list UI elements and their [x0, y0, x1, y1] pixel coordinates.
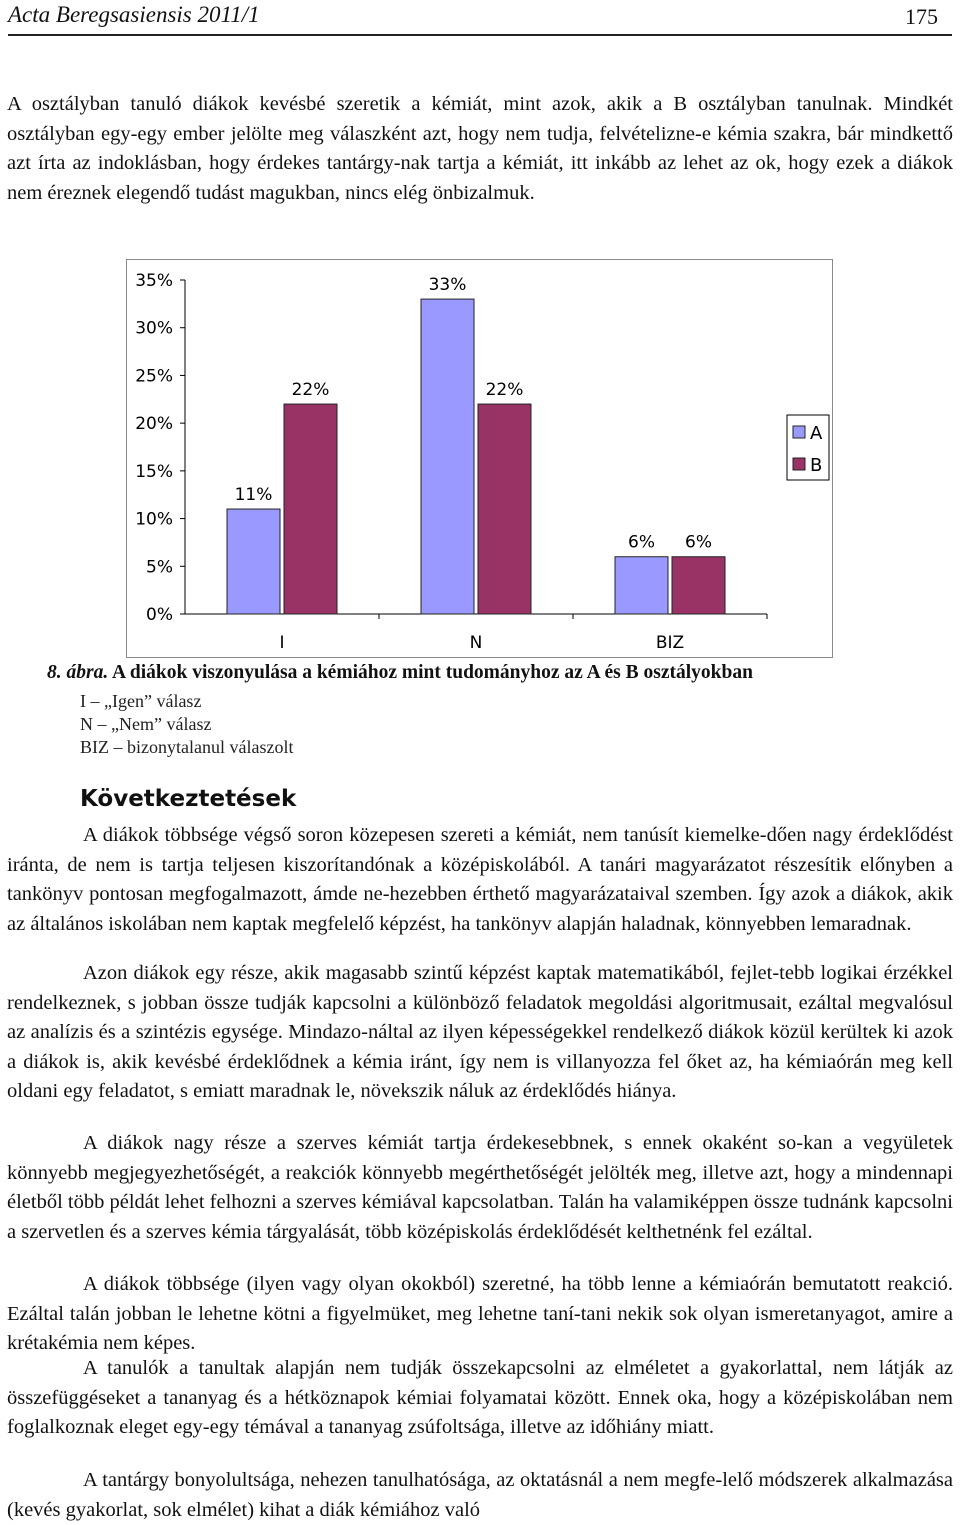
body-paragraph: Azon diákok egy része, akik magasabb szintű képzést kaptak matematikából, fejlet-tebb logikai érzékkel rendelkeznek, s jobban össze tudják kapcsolni a különböző feladatok megoldási algoritmusait, ezáltal megvalósul az analízis és a szintézis egysége. Mindazo-náltal az ilyen képességekkel rendelkező diákok közül kerültek ki azok a diákok is, akik kevésbé érdeklődnek a kémia iránt, így nem is villanyozza fel őket az, ha kémiaórán meg kell oldani egy feladatot, s emiatt maradnak le, növekszik náluk az érdeklődés hiánya.: [7, 962, 953, 1102]
section-heading: Következtetések: [80, 786, 297, 812]
figure-number: 8. ábra.: [47, 662, 109, 683]
legend-swatch-a: [793, 426, 805, 438]
bar-a-i: [227, 509, 280, 614]
y-tick-label: 25%: [135, 366, 173, 387]
data-label: 33%: [428, 275, 467, 296]
bar-a-n: [421, 299, 474, 614]
body-paragraph: A tantárgy bonyolultsága, nehezen tanulhatósága, az oktatásnál a nem megfe-lelő módszerek alkalmazása (kevés gyakorlat, sok elmélet) kihat a diák kémiához való: [7, 1469, 953, 1521]
data-label: 11%: [234, 485, 273, 506]
bar-b-i: [284, 404, 337, 614]
x-tick-label: BIZ: [655, 633, 685, 653]
bar-chart: [126, 259, 833, 658]
bar-b-biz: [672, 557, 725, 614]
data-label: 6%: [685, 532, 712, 553]
bar-b-n: [478, 404, 531, 614]
bar-a-biz: [615, 557, 668, 614]
y-tick-label: 35%: [135, 271, 173, 291]
bar-chart-svg: [127, 260, 832, 657]
body-paragraph: A diákok többsége végső soron közepesen szereti a kémiát, nem tanúsít kiemelke-dően nagy érdeklődést iránta, de nem is tartja teljesen kiszorítandónak a középiskolából. A tanári magyarázatot részesítik előnyben a tankönyv pontosan megfogalmazott, ámde ne-hezebben érthető magyarázataival szemben. Így azok a diákok, akik az általános iskolában nem kaptak megfelelő képzést, ha tankönyv alapján haladnak, könnyebben lemaradnak.: [7, 824, 953, 935]
y-tick-label: 5%: [146, 557, 173, 578]
body-paragraph: A diákok többsége (ilyen vagy olyan okokból) szeretné, ha több lenne a kémiaórán bemutatott reakció. Ezáltal talán jobban le lehetne kötni a figyelmüket, meg lehetne taní-tani nekik sok olyan ismeretanyagot, amire a krétakémia nem képes.: [7, 1273, 953, 1354]
journal-title: Acta Beregsasiensis 2011/1: [8, 2, 260, 27]
y-tick-label: 30%: [135, 318, 173, 339]
data-label: 6%: [628, 532, 655, 553]
data-label: 22%: [485, 380, 524, 401]
y-tick-label: 0%: [146, 605, 173, 625]
figure-caption: [47, 662, 753, 684]
page-number: 175: [905, 4, 938, 29]
legend-swatch-b: [793, 458, 805, 470]
intro-paragraph: A osztályban tanuló diákok kevésbé szeretik a kémiát, mint azok, akik a B osztályban tanulnak. Mindkét osztályban egy-egy ember jelölte meg válaszként azt, hogy nem tudja, felvételizne-e kémia szakra, bár mindkettő azt írta az indoklásban, hogy érdekes tantárgy-nak tartja a kémiát, itt inkább az lehet az ok, hogy ezek a diákok nem éreznek elegendő tudást magukban, nincs elég önbizalmuk.: [7, 93, 953, 204]
legend-note-i: I – „Igen” válasz: [80, 691, 202, 711]
running-head: [8, 0, 952, 34]
x-tick-label: I: [279, 633, 285, 653]
y-tick-label: 15%: [135, 461, 173, 482]
legend-note-biz: BIZ – bizonytalanul válaszolt: [80, 737, 294, 757]
legend-label-b: B: [810, 455, 823, 476]
legend-label-a: A: [810, 423, 823, 444]
legend-note-n: N – „Nem” válasz: [80, 714, 212, 734]
body-paragraph: A diákok nagy része a szerves kémiát tartja érdekesebbnek, s ennek okaként so-kan a vegyületek könnyebb megjegyezhetőségét, a reakciók könnyebb megérthetőségét jelölték meg, illetve azt, hogy a mindennapi életből több példát lehet felhozni a szerves kémiával kapcsolatban. Talán ha valamiképpen össze tudnánk kapcsolni a szervetlen és a szerves kémia tárgyalását, több középiskolás érdeklődését kelthetnénk fel ezáltal.: [7, 1132, 953, 1243]
figure-caption-text: A diákok viszonyulása a kémiához mint tudományhoz az A és B osztályokban: [108, 662, 753, 683]
y-tick-label: 10%: [135, 509, 173, 530]
x-tick-label: N: [469, 633, 483, 653]
body-paragraph: A tanulók a tanultak alapján nem tudják összekapcsolni az elméletet a gyakorlattal, nem látják az összefüggéseket a tananyag és a hétköznapok kémiai folyamatai között. Ennek oka, hogy a középiskolában nem foglalkoznak eleget egy-egy témával a tananyag zsúfoltsága, illetve az időhiány miatt.: [7, 1357, 953, 1438]
y-tick-label: 20%: [135, 414, 173, 435]
data-label: 22%: [291, 380, 330, 401]
header-rule: [8, 34, 952, 36]
